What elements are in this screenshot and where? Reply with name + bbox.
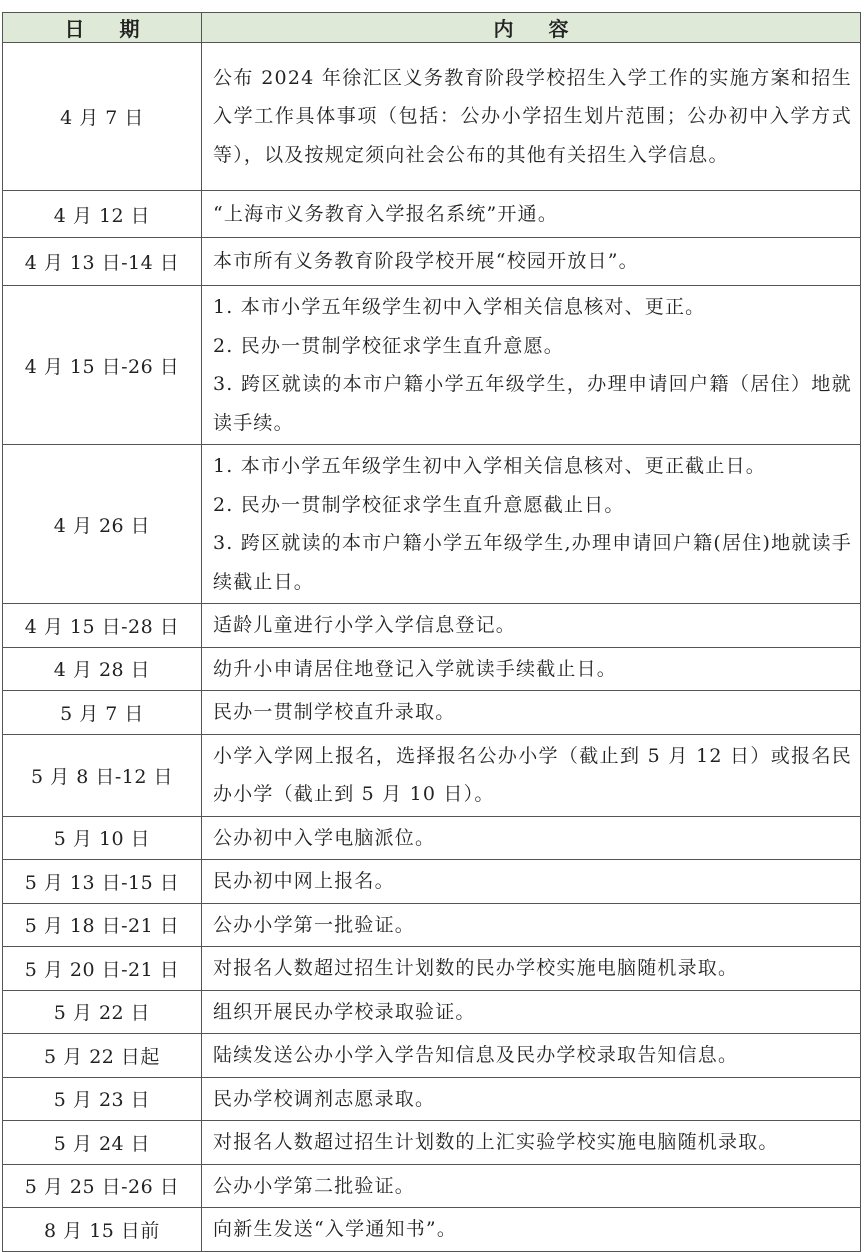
content-column-header: 内 容 xyxy=(202,13,861,43)
table-row xyxy=(3,286,861,445)
row-date: 5 月 22 日 xyxy=(3,990,202,1034)
row-content: 民办一贯制学校直升录取。 xyxy=(202,691,861,735)
row-content: 组织开展民办学校录取验证。 xyxy=(202,990,861,1034)
row-date: 4 月 15 日-26 日 xyxy=(3,286,202,445)
row-date: 5 月 13 日-15 日 xyxy=(3,860,202,904)
table-row xyxy=(3,43,861,191)
table-header-row xyxy=(3,13,861,43)
row-content: 民办学校调剂志愿录取。 xyxy=(202,1077,861,1121)
row-date: 4 月 15 日-28 日 xyxy=(3,604,202,648)
row-content: 公布 2024 年徐汇区义务教育阶段学校招生入学工作的实施方案和招生入学工作具体事项（包括：公办小学招生划片范围；公办初中入学方式等），以及按规定须向社会公布的其他有关招生入学信息。 xyxy=(202,43,861,191)
table-row xyxy=(3,947,861,991)
content-line: 2. 民办一贯制学校征求学生直升意愿。 xyxy=(213,334,564,357)
row-date: 5 月 25 日-26 日 xyxy=(3,1164,202,1208)
schedule-sheet xyxy=(2,12,861,1252)
row-date: 4 月 12 日 xyxy=(3,191,202,238)
row-content: 本市所有义务教育阶段学校开展“校园开放日”。 xyxy=(202,238,861,286)
row-content: “上海市义务教育入学报名系统”开通。 xyxy=(202,191,861,238)
table-row xyxy=(3,860,861,904)
table-row xyxy=(3,1077,861,1121)
table-row xyxy=(3,816,861,860)
row-date: 8 月 15 日前 xyxy=(3,1208,202,1252)
row-date: 5 月 18 日-21 日 xyxy=(3,903,202,947)
row-content: 民办初中网上报名。 xyxy=(202,860,861,904)
row-content: 幼升小申请居住地登记入学就读手续截止日。 xyxy=(202,647,861,691)
row-date: 4 月 28 日 xyxy=(3,647,202,691)
row-content: 公办初中入学电脑派位。 xyxy=(202,816,861,860)
row-content xyxy=(202,445,861,604)
row-date: 5 月 7 日 xyxy=(3,691,202,735)
row-content: 公办小学第一批验证。 xyxy=(202,903,861,947)
table-row xyxy=(3,445,861,604)
table-row xyxy=(3,691,861,735)
row-date: 4 月 26 日 xyxy=(3,445,202,604)
row-content: 陆续发送公办小学入学告知信息及民办学校录取告知信息。 xyxy=(202,1034,861,1078)
content-line: 3. 跨区就读的本市户籍小学五年级学生，办理申请回户籍（居住）地就读手续。 xyxy=(213,373,852,434)
row-content xyxy=(202,286,861,445)
row-date: 4 月 7 日 xyxy=(3,43,202,191)
table-row xyxy=(3,238,861,286)
table-row xyxy=(3,604,861,648)
table-row xyxy=(3,734,861,816)
content-line: 1. 本市小学五年级学生初中入学相关信息核对、更正。 xyxy=(213,296,706,318)
content-line: 3. 跨区就读的本市户籍小学五年级学生,办理申请回户籍(居住)地就读手续截止日。 xyxy=(213,532,852,593)
table-row xyxy=(3,903,861,947)
row-date: 5 月 10 日 xyxy=(3,816,202,860)
row-content: 公办小学第二批验证。 xyxy=(202,1164,861,1208)
table-row xyxy=(3,1208,861,1252)
content-line: 1. 本市小学五年级学生初中入学相关信息核对、更正截止日。 xyxy=(213,455,766,477)
table-row xyxy=(3,1121,861,1165)
row-date: 5 月 8 日-12 日 xyxy=(3,734,202,816)
table-row xyxy=(3,990,861,1034)
row-date: 5 月 20 日-21 日 xyxy=(3,947,202,991)
row-date: 5 月 24 日 xyxy=(3,1121,202,1165)
row-content: 小学入学网上报名，选择报名公办小学（截止到 5 月 12 日）或报名民办小学（截止到 5 月 10 日）。 xyxy=(202,734,861,816)
row-content: 向新生发送“入学通知书”。 xyxy=(202,1208,861,1252)
row-date: 4 月 13 日-14 日 xyxy=(3,238,202,286)
table-row xyxy=(3,1034,861,1078)
row-content: 适龄儿童进行小学入学信息登记。 xyxy=(202,604,861,648)
row-content: 对报名人数超过招生计划数的民办学校实施电脑随机录取。 xyxy=(202,947,861,991)
content-line: 2. 民办一贯制学校征求学生直升意愿截止日。 xyxy=(213,493,625,516)
admission-schedule-table xyxy=(2,12,861,1252)
table-row xyxy=(3,647,861,691)
table-row xyxy=(3,191,861,238)
row-date: 5 月 23 日 xyxy=(3,1077,202,1121)
row-date: 5 月 22 日起 xyxy=(3,1034,202,1078)
date-column-header: 日 期 xyxy=(3,13,202,43)
row-content: 对报名人数超过招生计划数的上汇实验学校实施电脑随机录取。 xyxy=(202,1121,861,1165)
